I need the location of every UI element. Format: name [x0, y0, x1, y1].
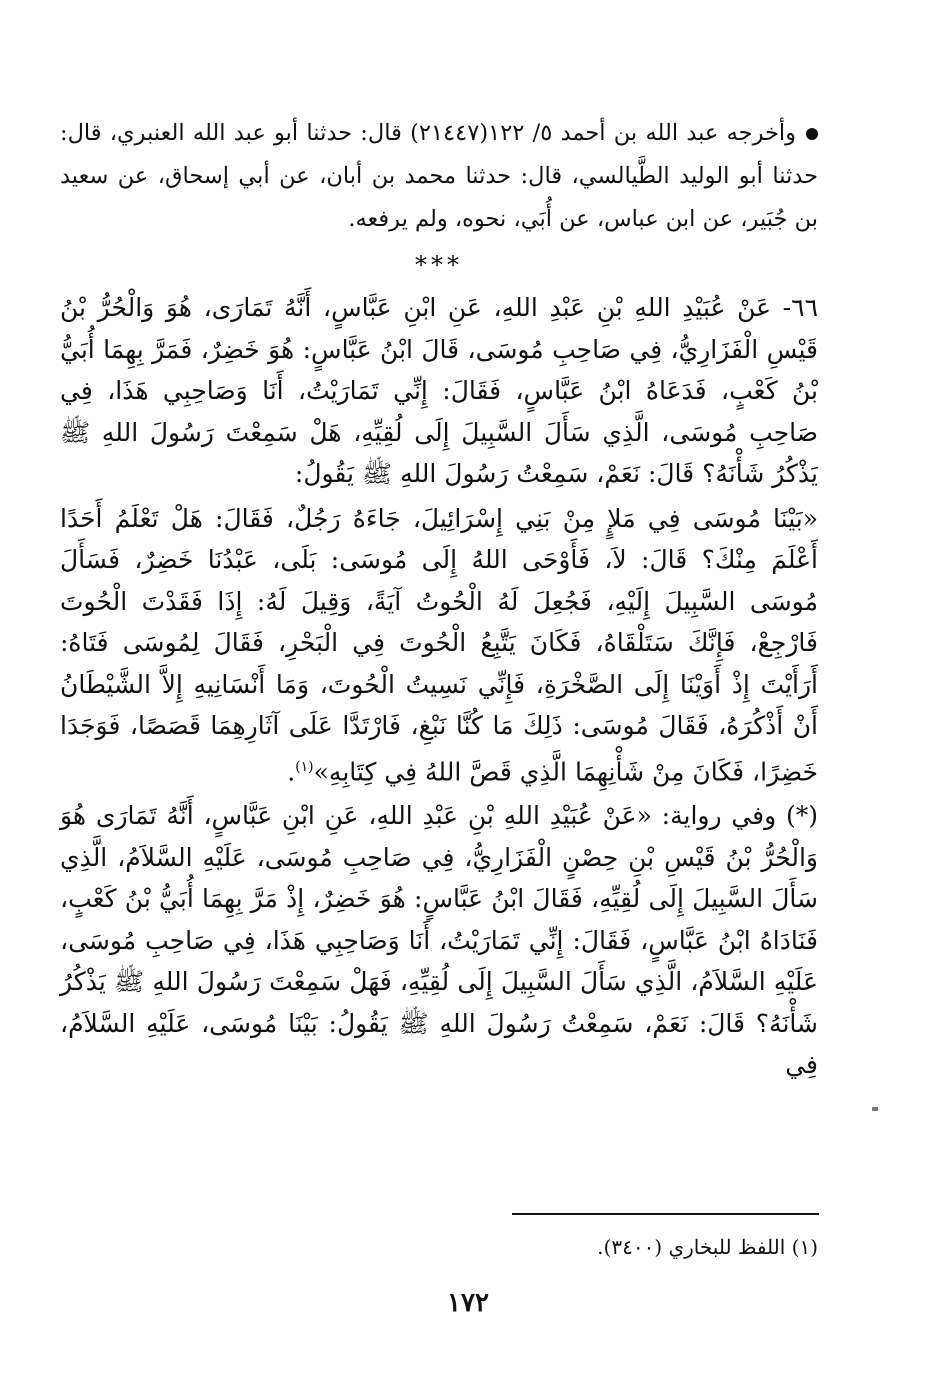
quote-text: «بَيْنَا مُوسَى فِي مَلإٍ مِنْ بَنِي إِسْرَائِيلَ، جَاءَهُ رَجُلٌ، فَقَالَ: هَلْ تَعْلَمُ أَحَدًا أَعْلَمَ مِنْكَ؟ قَالَ: لاَ، فَأَوْحَى اللهُ إِلَى مُوسَى: بَلَى، عَبْدُنَا خَضِرٌ، فَسَأَلَ مُوسَى السَّبِيلَ إِلَيْهِ، فَجُعِلَ لَهُ الْحُوتُ آيَةً، وَقِيلَ لَهُ: إِذَا فَقَدْتَ الْحُوتَ فَارْجِعْ، فَإِنَّكَ سَتَلْقَاهُ، فَكَانَ يَتَّبِعُ الْحُوتَ فِي الْبَحْرِ، فَقَالَ لِمُوسَى فَتَاهُ: أَرَأَيْتَ إِذْ أَوَيْنَا إِلَى الصَّخْرَةِ، فَإِنِّي نَسِيتُ الْحُوتَ، وَمَا أَنْسَانِيهِ إِلاَّ الشَّيْطَانُ أَنْ أَذْكُرَهُ، فَقَالَ مُوسَى: ذَلِكَ مَا كُنَّا نَبْغِ، فَارْتَدَّا عَلَى آثَارِهِمَا قَصَصًا، فَوَجَدَا خَضِرًا، فَكَانَ مِنْ شَأْنِهِمَا الَّذِي قَصَّ اللهُ فِي كِتَابِهِ» — [60, 503, 818, 786]
bullet-icon — [806, 128, 818, 140]
page-number: ١٧٢ — [447, 1288, 489, 1318]
intro-paragraph — [60, 112, 818, 241]
hadith-paragraph: ٦٦- عَنْ عُبَيْدِ اللهِ بْنِ عَبْدِ اللهِ، عَنِ ابْنِ عَبَّاسٍ، أَنَّهُ تَمَارَى، هُوَ وَالْحُرُّ بْنُ قَيْسِ الْفَزَارِيُّ، فِي صَاحِبِ مُوسَى، قَالَ ابْنُ عَبَّاسٍ: هُوَ خَضِرٌ، فَمَرَّ بِهِمَا أُبَيُّ بْنُ كَعْبٍ، فَدَعَاهُ ابْنُ عَبَّاسٍ، فَقَالَ: إِنِّي تَمَارَيْتُ، أَنَا وَصَاحِبِي هَذَا، فِي صَاحِبِ مُوسَى، الَّذِي سَأَلَ السَّبِيلَ إِلَى لُقِيِّهِ، هَلْ سَمِعْتَ رَسُولَ اللهِ ﷺ يَذْكُرُ شَأْنَهُ؟ قَالَ: نَعَمْ، سَمِعْتُ رَسُولَ اللهِ ﷺ يَقُولُ: — [60, 293, 818, 488]
intro-text: وأخرجه عبد الله بن أحمد ٥/ ١٢٢(٢١٤٤٧) قال: حدثنا أبو عبد الله العنبري، قال: حدثنا أبو الوليد الطَّيالسي، قال: حدثنا محمد بن أبان، عن أبي إسحاق، عن سعيد بن جُبَير، عن ابن عباس، عن أُبَي، نحوه، ولم يرفعه. — [60, 120, 818, 232]
quote-paragraph: «بَيْنَا مُوسَى فِي مَلإٍ مِنْ بَنِي إِسْرَائِيلَ، جَاءَهُ رَجُلٌ، فَقَالَ: هَلْ تَعْلَمُ أَحَدًا أَعْلَمَ مِنْكَ؟ قَالَ: لاَ، فَأَوْحَى اللهُ إِلَى مُوسَى: بَلَى، عَبْدُنَا خَضِرٌ، فَسَأَلَ مُوسَى السَّبِيلَ إِلَيْهِ، فَجُعِلَ لَهُ الْحُوتُ آيَةً، وَقِيلَ لَهُ: إِذَا فَقَدْتَ الْحُوتَ فَارْجِعْ، فَإِنَّكَ سَتَلْقَاهُ، فَكَانَ يَتَّبِعُ الْحُوتَ فِي الْبَحْرِ، فَقَالَ لِمُوسَى فَتَاهُ: أَرَأَيْتَ إِذْ أَوَيْنَا إِلَى الصَّخْرَةِ، فَإِنِّي نَسِيتُ الْحُوتَ، وَمَا أَنْسَانِيهِ إِلاَّ الشَّيْطَانُ أَنْ أَذْكُرَهُ، فَقَالَ مُوسَى: ذَلِكَ مَا كُنَّا نَبْغِ، فَارْتَدَّا عَلَى آثَارِهِمَا قَصَصًا، فَوَجَدَا خَضِرًا، فَكَانَ مِنْ شَأْنِهِمَا الَّذِي قَصَّ اللهُ فِي كِتَابِهِ»$^{(١)}$. — [60, 503, 818, 786]
page-body — [60, 112, 818, 1086]
footnote-divider — [512, 1213, 819, 1215]
footnote-ref: (١) — [295, 758, 314, 775]
section-separator: *** — [415, 251, 463, 279]
margin-mark — [872, 1107, 878, 1111]
footnote: (١) اللفظ للبخاري (٣٤٠٠). — [597, 1235, 818, 1259]
variant-paragraph: (*) وفي رواية: «عَنْ عُبَيْدِ اللهِ بْنِ عَبْدِ اللهِ، عَنِ ابْنِ عَبَّاسٍ، أَنَّهُ تَمَارَى هُوَ وَالْحُرُّ بْنُ قَيْسِ بْنِ حِصْنٍ الْفَزَارِيُّ، فِي صَاحِبِ مُوسَى، عَلَيْهِ السَّلاَمُ، الَّذِي سَأَلَ السَّبِيلَ إِلَى لُقِيِّهِ، فَقَالَ ابْنُ عَبَّاسٍ: هُوَ خَضِرٌ، إِذْ مَرَّ بِهِمَا أُبَيُّ بْنُ كَعْبٍ، فَنَادَاهُ ابْنُ عَبَّاسٍ، فَقَالَ: إِنِّي تَمَارَيْتُ، أَنَا وَصَاحِبِي هَذَا، فِي صَاحِبِ مُوسَى، عَلَيْهِ السَّلاَمُ، الَّذِي سَأَلَ السَّبِيلَ إِلَى لُقِيِّهِ، فَهَلْ سَمِعْتَ رَسُولَ اللهِ ﷺ يَذْكُرُ شَأْنَهُ؟ قَالَ: نَعَمْ، سَمِعْتُ رَسُولَ اللهِ ﷺ يَقُولُ: بَيْنَا مُوسَى، عَلَيْهِ السَّلاَمُ، فِي — [60, 801, 818, 1080]
